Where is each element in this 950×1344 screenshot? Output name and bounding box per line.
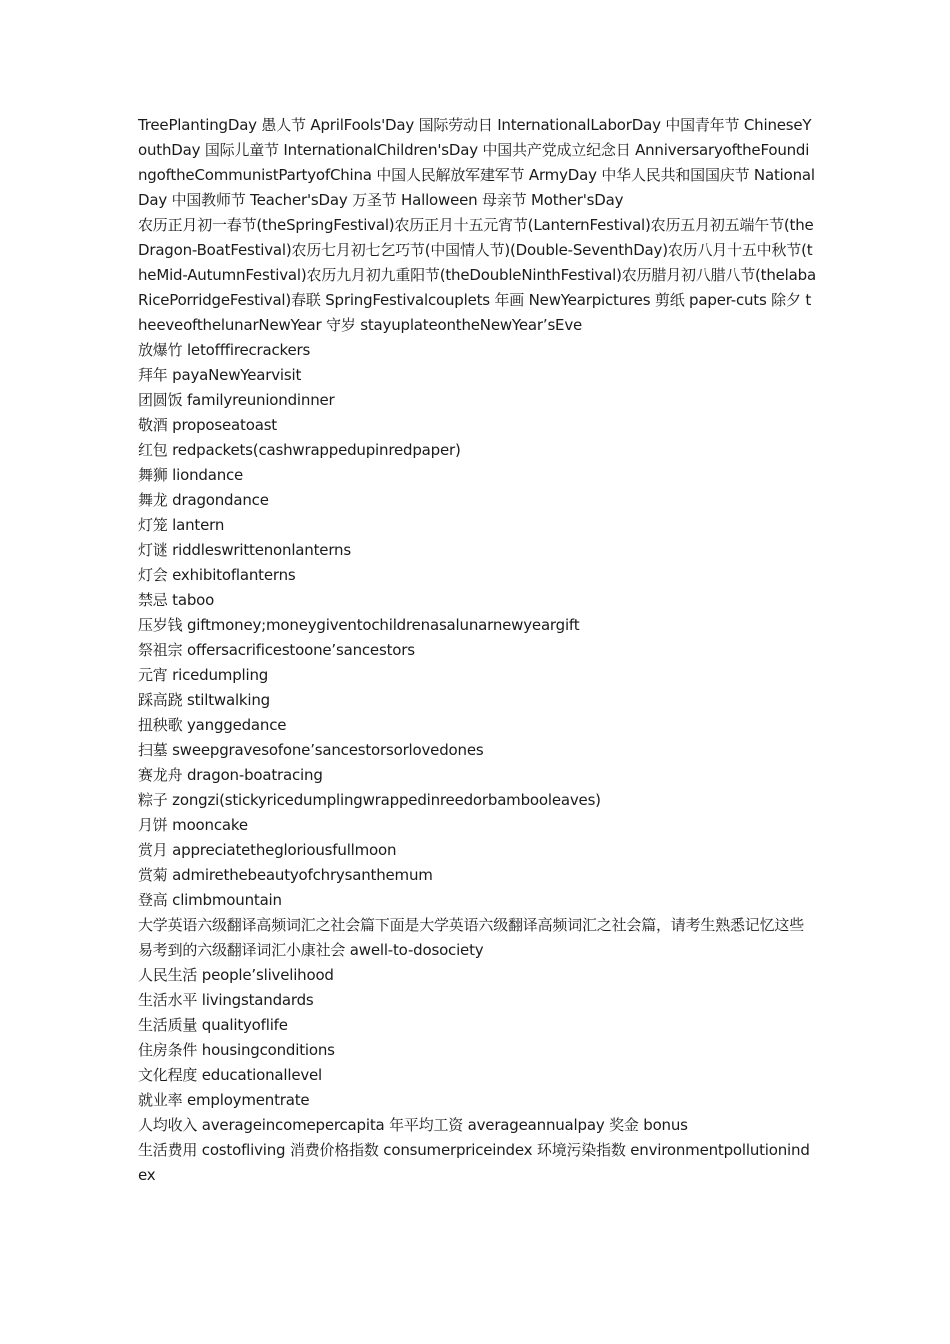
document-page	[138, 113, 818, 1188]
text-line-employment-rate: 就业率 employmentrate	[138, 1091, 310, 1109]
text-line-firecrackers: 放爆竹 letofffirecrackers	[138, 341, 311, 359]
text-line-toast: 敬酒 proposeatoast	[138, 416, 277, 434]
text-line-festivals-2: 农历正月初一春节(theSpringFestival)农历正月十五元宵节(LanternFestival)农历五月初五端午节(theDragon-BoatFestival)农历七月初七乞巧节(中国情人节)(Double-SeventhDay)农历八月十五中秋节(theMid-AutumnFestival)农历九月初九重阳节(theDoubleNinthFestival)农历腊月初八腊八节(thelabaRicePorridgeFestival)春联 SpringFestivalcouplets 年画 NewYearpictures 剪纸 paper-cuts 除夕 theeveofthelunarNewYear 守岁 stayuplateontheNewYear’sEve	[138, 216, 816, 334]
text-line-stilt-walking: 踩高跷 stiltwalking	[138, 691, 270, 709]
text-line-dragon-dance: 舞龙 dragondance	[138, 491, 269, 509]
text-line-education-level: 文化程度 educationallevel	[138, 1066, 323, 1084]
text-line-living-standards: 生活水平 livingstandards	[138, 991, 314, 1009]
text-line-red-packets: 红包 redpackets(cashwrappedupinredpaper)	[138, 441, 461, 459]
text-line-zongzi: 粽子 zongzi(stickyricedumplingwrappedinreedorbambooleaves)	[138, 791, 601, 809]
text-line-quality-of-life: 生活质量 qualityoflife	[138, 1016, 288, 1034]
text-line-ancestors: 祭祖宗 offersacrificestoone’sancestors	[138, 641, 415, 659]
text-line-yangge: 扭秧歌 yanggedance	[138, 716, 287, 734]
text-line-sweep-graves: 扫墓 sweepgravesofone’sancestorsorlovedones	[138, 741, 484, 759]
text-line-housing: 住房条件 housingconditions	[138, 1041, 335, 1059]
text-line-chrysanthemum: 赏菊 admirethebeautyofchrysanthemum	[138, 866, 433, 884]
text-line-lantern-exhibit: 灯会 exhibitoflanterns	[138, 566, 296, 584]
text-line-full-moon: 赏月 appreciatethegloriousfullmoon	[138, 841, 397, 859]
text-line-livelihood: 人民生活 people’slivelihood	[138, 966, 334, 984]
text-line-dragon-boat: 赛龙舟 dragon-boatracing	[138, 766, 323, 784]
text-line-taboo: 禁忌 taboo	[138, 591, 215, 609]
text-line-climb-mountain: 登高 climbmountain	[138, 891, 282, 909]
text-line-lantern: 灯笼 lantern	[138, 516, 225, 534]
text-line-reunion-dinner: 团圆饭 familyreuniondinner	[138, 391, 335, 409]
text-line-new-year-visit: 拜年 payaNewYearvisit	[138, 366, 302, 384]
text-line-festivals-1: TreePlantingDay 愚人节 AprilFools'Day 国际劳动日 InternationalLaborDay 中国青年节 ChineseYouthDay 国际儿童节 InternationalChildren'sDay 中国共产党成立纪念日 AnniversaryoftheFoundingoftheCommunistPartyofChina 中国人民解放军建军节 ArmyDay 中华人民共和国国庆节 NationalDay 中国教师节 Teacher'sDay 万圣节 Halloween 母亲节 Mother'sDay	[138, 116, 815, 209]
text-line-rice-dumpling: 元宵 ricedumpling	[138, 666, 269, 684]
text-line-mooncake: 月饼 mooncake	[138, 816, 248, 834]
text-line-cost-of-living: 生活费用 costofliving 消费价格指数 consumerpriceindex 环境污染指数 environmentpollutionindex	[138, 1141, 810, 1184]
text-line-lantern-riddles: 灯谜 riddleswrittenonlanterns	[138, 541, 351, 559]
text-line-income: 人均收入 averageincomepercapita 年平均工资 averageannualpay 奖金 bonus	[138, 1116, 688, 1134]
text-line-gift-money: 压岁钱 giftmoney;moneygiventochildrenasalunarnewyeargift	[138, 616, 580, 634]
text-line-society-intro: 大学英语六级翻译高频词汇之社会篇下面是大学英语六级翻译高频词汇之社会篇，请考生熟悉记忆这些易考到的六级翻译词汇小康社会 awell-to-dosociety	[138, 916, 805, 959]
text-line-lion-dance: 舞狮 liondance	[138, 466, 244, 484]
